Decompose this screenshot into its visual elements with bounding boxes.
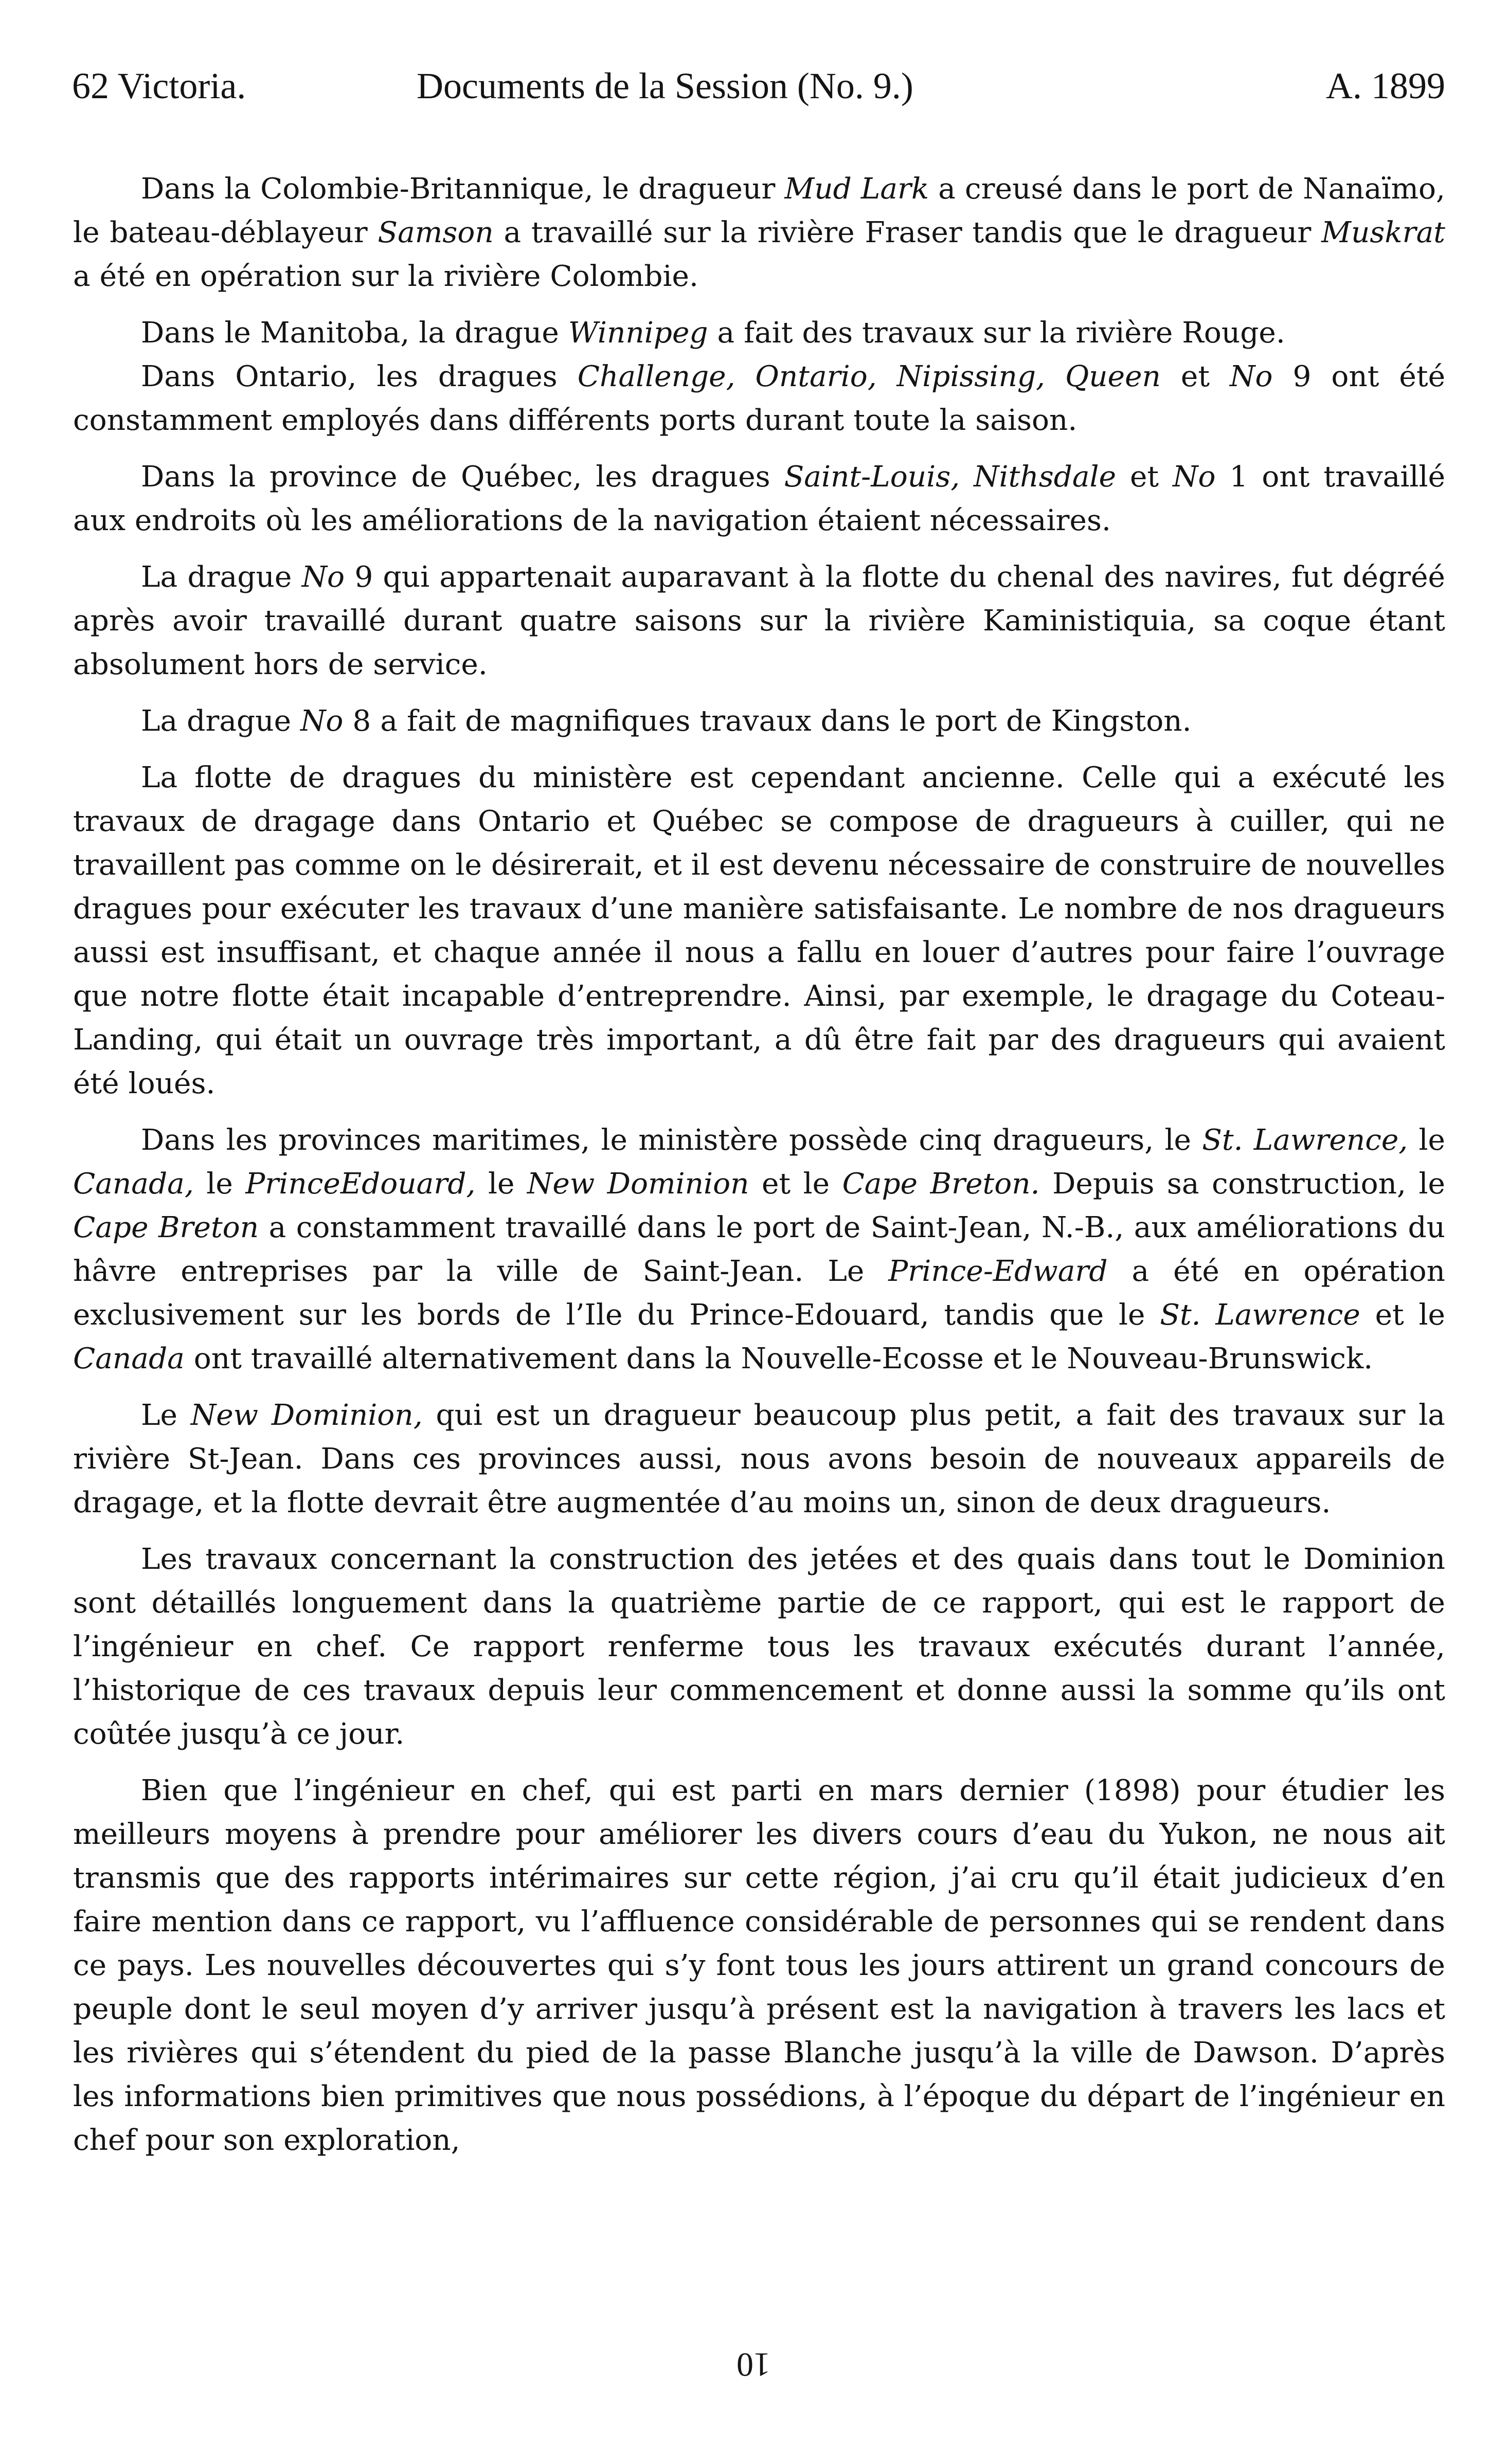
text-run: a été en opération sur la rivière Colombie. bbox=[73, 260, 698, 293]
vessel-name: PrinceEdouard, bbox=[245, 1167, 476, 1201]
paragraph bbox=[73, 455, 1445, 542]
body-text bbox=[73, 167, 1445, 2175]
text-run: Le bbox=[141, 1399, 191, 1432]
text-run: La flotte de dragues du ministère est cependant ancienne. Celle qui a exécuté les travaux de dragage dans Ontario et Québec se compose de dragueurs à cuiller, qui ne travaillent pas comme on le désirerait, et il est devenu nécessaire de construire de nouvelles dragues pour exécuter les travaux d’une manière satisfaisante. Le nombre de nos dragueurs aussi est insuffisant, et chaque année il nous a fallu en louer d’autres pour faire l’ouvrage que notre flotte était incapable d’entreprendre. Ainsi, par exemple, le dragage du Coteau-Landing, qui était un ouvrage très important, a dû être fait par des dragueurs qui avaient été loués. bbox=[73, 761, 1445, 1100]
vessel-name: Canada bbox=[73, 1342, 185, 1375]
text-run: Dans la Colombie-Britannique, le dragueur bbox=[141, 172, 785, 206]
text-run: Dans Ontario, les dragues bbox=[141, 360, 578, 393]
vessel-name: Samson bbox=[378, 216, 494, 249]
vessel-name: New Dominion bbox=[527, 1167, 749, 1201]
text-run: Les travaux concernant la construction des jetées et des quais dans tout le Dominion sont détaillés longuement dans la quatrième partie de ce rapport, qui est le rapport de l’ingénieur en chef. Ce rapport renferme tous les travaux exécutés durant l’année, l’historique de ces travaux depuis leur commencement et donne aussi la somme qu’ils ont coûtée jusqu’à ce jour. bbox=[73, 1543, 1445, 1751]
vessel-name: Nithsdale bbox=[974, 460, 1117, 494]
text-run: Depuis sa construction, le bbox=[1039, 1167, 1445, 1201]
text-run: 8 a fait de magnifiques travaux dans le port de Kingston. bbox=[343, 704, 1192, 738]
text-run: et le bbox=[1360, 1298, 1445, 1332]
text-run: 9 ont été constamment employés dans différents ports durant toute la saison. bbox=[73, 360, 1446, 437]
text-run bbox=[735, 360, 756, 393]
vessel-name: Mud Lark bbox=[784, 172, 929, 206]
vessel-name: No bbox=[301, 560, 345, 594]
header-volume: 62 Victoria. bbox=[72, 65, 246, 106]
vessel-name: Saint-Louis, bbox=[784, 460, 960, 494]
vessel-name: Cape Breton. bbox=[842, 1167, 1040, 1201]
text-run: a constamment travaillé dans le port de Saint-Jean, N.-B., aux améliorations du hâvre entreprises par la ville de Saint-Jean. Le bbox=[73, 1211, 1445, 1288]
page-number: 10 bbox=[736, 2346, 770, 2383]
text-run: Dans les provinces maritimes, le ministère possède cinq dragueurs, le bbox=[141, 1124, 1202, 1157]
paragraph bbox=[73, 311, 1445, 355]
vessel-name: Nipissing, bbox=[896, 360, 1045, 393]
text-run: Dans la province de Québec, les dragues bbox=[141, 460, 784, 494]
paragraph bbox=[73, 1537, 1445, 1756]
header-year: A. 1899 bbox=[1326, 65, 1445, 106]
paragraph bbox=[73, 555, 1445, 686]
text-run: et le bbox=[749, 1167, 842, 1201]
paragraph bbox=[73, 699, 1445, 743]
vessel-name: Queen bbox=[1065, 360, 1161, 393]
text-run: a fait des travaux sur la rivière Rouge. bbox=[708, 316, 1285, 350]
text-run: ont travaillé alternativement dans la Nouvelle-Ecosse et le Nouveau-Brunswick. bbox=[184, 1342, 1373, 1375]
text-run: 1 ont travaillé aux endroits où les améliorations de la navigation étaient nécessaires. bbox=[73, 460, 1446, 537]
paragraph bbox=[73, 167, 1445, 298]
header-title: Documents de la Session (No. 9.) bbox=[417, 65, 913, 106]
text-run: La drague bbox=[141, 704, 300, 738]
vessel-name: Canada, bbox=[73, 1167, 194, 1201]
vessel-name: No bbox=[300, 704, 344, 738]
vessel-name: Winnipeg bbox=[568, 316, 708, 350]
text-run: a creusé dans le port de Nanaïmo, le bateau-déblayeur bbox=[73, 172, 1446, 249]
vessel-name: New Dominion, bbox=[190, 1399, 423, 1432]
paragraph bbox=[73, 1393, 1445, 1525]
text-run bbox=[960, 460, 974, 494]
vessel-name: Challenge, bbox=[577, 360, 735, 393]
text-run: le bbox=[475, 1167, 527, 1201]
text-run: La drague bbox=[141, 560, 302, 594]
vessel-name: St. Lawrence, bbox=[1202, 1124, 1408, 1157]
paragraph bbox=[73, 1769, 1445, 2162]
vessel-name: Prince-Edward bbox=[888, 1255, 1108, 1288]
paragraph bbox=[73, 1118, 1445, 1381]
paragraph bbox=[73, 355, 1445, 442]
text-run: Bien que l’ingénieur en chef, qui est parti en mars dernier (1898) pour étudier les meilleurs moyens à prendre pour améliorer les divers cours d’eau du Yukon, ne nous ait transmis que des rapports intérimaires sur cette région, j’ai cru qu’il était judicieux d’en faire mention dans ce rapport, vu l’affluence considérable de personnes qui se rendent dans ce pays. Les nouvelles découvertes qui s’y font tous les jours attirent un grand concours de peuple dont le seul moyen d’y arriver jusqu’à présent est la navigation à travers les lacs et les rivières qui s’étendent du pied de la passe Blanche jusqu’à la ville de Dawson. D’après les informations bien primitives que nous possédions, à l’époque du départ de l’ingénieur en chef pour son exploration, bbox=[73, 1774, 1445, 2157]
text-run: et bbox=[1160, 360, 1230, 393]
text-run bbox=[1045, 360, 1065, 393]
text-run bbox=[877, 360, 897, 393]
vessel-name: St. Lawrence bbox=[1160, 1298, 1360, 1332]
vessel-name: No bbox=[1173, 460, 1216, 494]
text-run: qui est un dragueur beaucoup plus petit, a fait des travaux sur la rivière St-Jean. Dans ces provinces aussi, nous avons besoin de nouveaux appareils de dragage, et la flotte devrait être augmentée d’au moins un, sinon de deux dragueurs. bbox=[73, 1399, 1445, 1519]
text-run: et bbox=[1116, 460, 1173, 494]
vessel-name: No bbox=[1230, 360, 1273, 393]
text-run: a travaillé sur la rivière Fraser tandis que le dragueur bbox=[493, 216, 1322, 249]
text-run: le bbox=[193, 1167, 246, 1201]
text-run: Dans le Manitoba, la drague bbox=[141, 316, 568, 350]
text-run: a été en opération exclusivement sur les bords de l’Ile du Prince-Edouard, tandis que le bbox=[73, 1255, 1445, 1332]
text-run: 9 qui appartenait auparavant à la flotte du chenal des navires, fut dégréé après avoir travaillé durant quatre saisons sur la rivière Kaministiquia, sa coque étant absolument hors de service. bbox=[73, 560, 1445, 681]
paragraph bbox=[73, 756, 1445, 1106]
running-header bbox=[72, 65, 1445, 116]
vessel-name: Cape Breton bbox=[73, 1211, 259, 1244]
vessel-name: Ontario, bbox=[755, 360, 877, 393]
text-run: le bbox=[1408, 1124, 1445, 1157]
vessel-name: Muskrat bbox=[1321, 216, 1445, 249]
